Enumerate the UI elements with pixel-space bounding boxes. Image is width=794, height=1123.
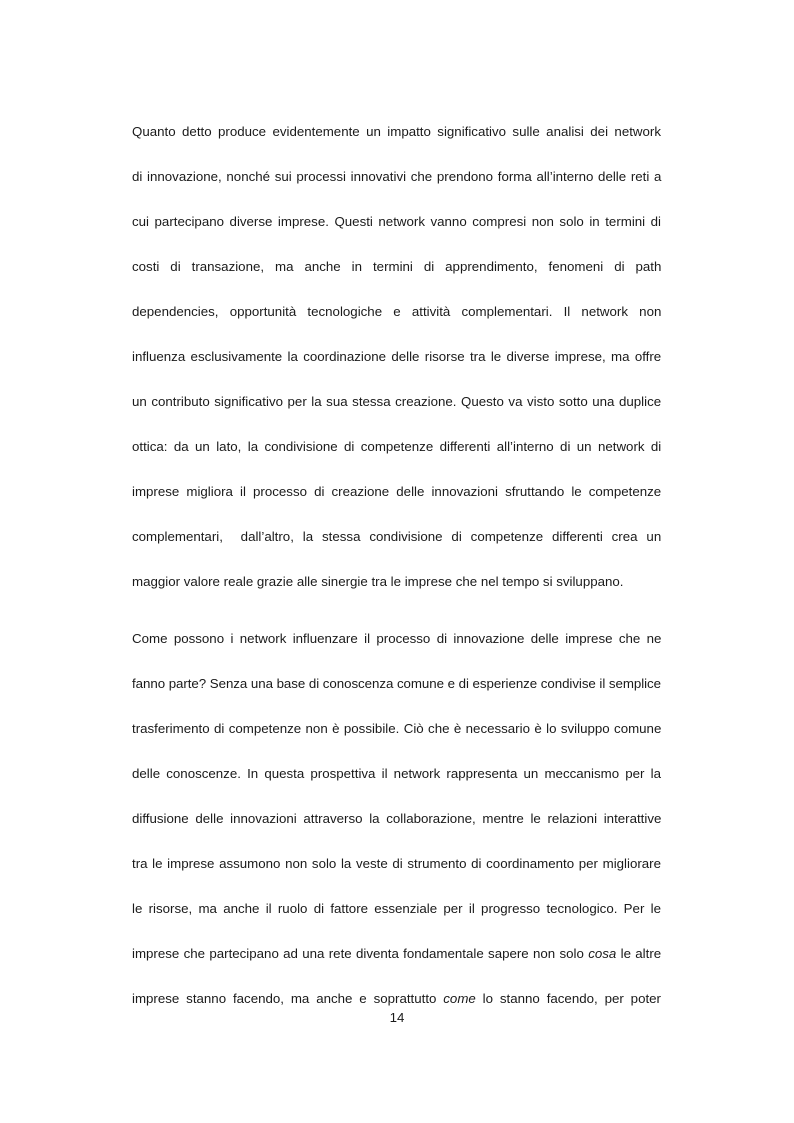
text-segment: imprese che partecipano ad una rete diventa fondamentale sapere non solo bbox=[132, 946, 589, 961]
text-segment: lo stanno facendo, per poter bbox=[475, 991, 661, 1006]
text-line: un contributo significativo per la sua stessa creazione. Questo va visto sotto una duplice bbox=[132, 394, 662, 409]
text-line-with-italic bbox=[132, 944, 661, 964]
text-segment: le altre bbox=[616, 946, 662, 961]
text-line: trasferimento di competenze non è possibile. Ciò che è necessario è lo sviluppo comune bbox=[132, 721, 662, 736]
text-segment: imprese stanno facendo, ma anche e soprattutto bbox=[132, 991, 444, 1006]
text-line: le risorse, ma anche il ruolo di fattore essenziale per il progresso tecnologico. Per le bbox=[132, 901, 661, 916]
text-line-with-italic bbox=[132, 989, 661, 1009]
text-line: complementari, dall’altro, la stessa condivisione di competenze differenti crea un bbox=[132, 529, 662, 544]
text-line: maggior valore reale grazie alle sinergie tra le imprese che nel tempo si sviluppano. bbox=[132, 574, 624, 589]
text-line: imprese migliora il processo di creazione delle innovazioni sfruttando le competenze bbox=[132, 484, 662, 499]
text-line: influenza esclusivamente la coordinazione delle risorse tra le diverse imprese, ma offre bbox=[132, 349, 662, 364]
text-line: delle conoscenze. In questa prospettiva il network rappresenta un meccanismo per la bbox=[132, 766, 661, 781]
text-line: diffusione delle innovazioni attraverso la collaborazione, mentre le relazioni interattive bbox=[132, 811, 662, 826]
text-line: ottica: da un lato, la condivisione di competenze differenti all’interno di un network di bbox=[132, 439, 662, 454]
text-line: dependencies, opportunità tecnologiche e attività complementari. Il network non bbox=[132, 304, 662, 319]
text-line: Quanto detto produce evidentemente un impatto significativo sulle analisi dei network bbox=[132, 124, 661, 139]
text-line: fanno parte? Senza una base di conoscenza comune e di esperienze condivise il semplice bbox=[132, 676, 661, 691]
page-number: 14 bbox=[389, 1010, 405, 1025]
italic-word: cosa bbox=[588, 946, 617, 961]
text-line: cui partecipano diverse imprese. Questi network vanno compresi non solo in termini di bbox=[132, 214, 662, 229]
italic-word: come bbox=[443, 991, 476, 1006]
text-line: di innovazione, nonché sui processi innovativi che prendono forma all’interno delle reti a bbox=[132, 169, 662, 184]
text-line: Come possono i network influenzare il processo di innovazione delle imprese che ne bbox=[132, 631, 662, 646]
text-line: tra le imprese assumono non solo la veste di strumento di coordinamento per migliorare bbox=[132, 856, 661, 871]
text-line: costi di transazione, ma anche in termini di apprendimento, fenomeni di path bbox=[132, 259, 662, 274]
